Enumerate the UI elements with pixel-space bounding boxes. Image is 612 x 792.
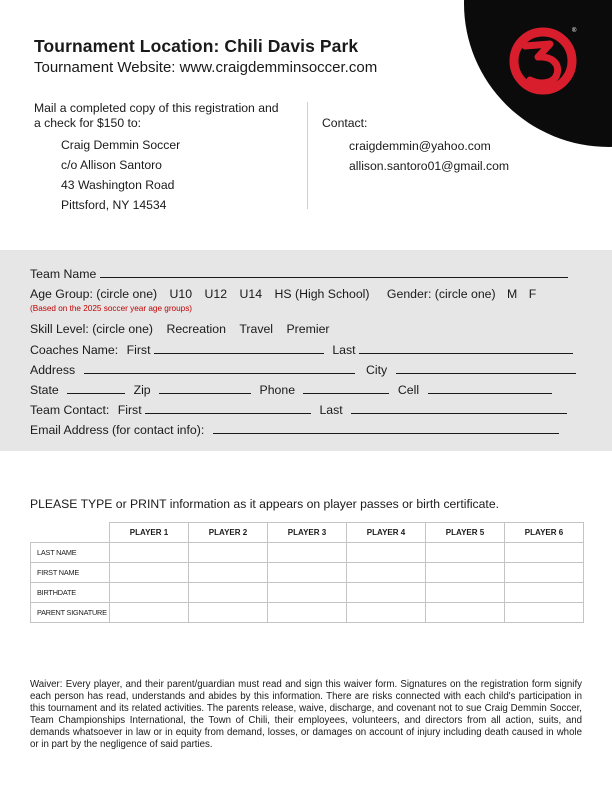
mail-instructions: Mail a completed copy of this registration and a check for $150 to: (34, 101, 279, 130)
contact-email: craigdemmin@yahoo.com (349, 139, 491, 153)
player-cell[interactable] (347, 603, 426, 623)
team-name-field[interactable] (100, 266, 568, 278)
player-cell[interactable] (426, 603, 505, 623)
coaches-row (30, 342, 573, 357)
player-2-header: PLAYER 2 (189, 523, 268, 543)
team-contact-last-label: Last (319, 403, 343, 417)
zip-field[interactable] (159, 382, 251, 394)
table-row (31, 563, 584, 583)
skill-level-label: Skill Level: (circle one) (30, 322, 154, 336)
address-line: Craig Demmin Soccer (61, 138, 181, 152)
city-label: City (365, 363, 388, 377)
contact-email: allison.santoro01@gmail.com (349, 159, 510, 173)
address-field[interactable] (84, 362, 355, 374)
gender-option-m[interactable]: M (507, 287, 518, 301)
team-contact-first-field[interactable] (145, 402, 311, 414)
player-1-header: PLAYER 1 (110, 523, 189, 543)
table-corner-cell (31, 523, 110, 543)
age-group-row (30, 287, 536, 301)
address-line: 43 Washington Road (61, 178, 175, 192)
gender-label: Gender: (circle one) (386, 287, 496, 301)
cell-field[interactable] (428, 382, 552, 394)
player-cell[interactable] (110, 543, 189, 563)
player-cell[interactable] (268, 543, 347, 563)
email-field[interactable] (213, 422, 559, 434)
team-contact-first-label: First (117, 403, 142, 417)
player-cell[interactable] (426, 583, 505, 603)
player-4-header: PLAYER 4 (347, 523, 426, 543)
email-label: Email Address (for contact info): (30, 423, 205, 437)
phone-field[interactable] (303, 382, 389, 394)
player-cell[interactable] (505, 583, 584, 603)
zip-label: Zip (133, 383, 151, 397)
player-cell[interactable] (110, 583, 189, 603)
skill-level-row (30, 322, 330, 336)
vertical-divider (307, 102, 308, 209)
player-cell[interactable] (505, 603, 584, 623)
address-line: Pittsford, NY 14534 (61, 198, 167, 212)
player-cell[interactable] (189, 583, 268, 603)
player-cell[interactable] (268, 583, 347, 603)
last-name-label: LAST NAME (31, 543, 110, 563)
coaches-label: Coaches Name: (30, 343, 119, 357)
player-3-header: PLAYER 3 (268, 523, 347, 543)
team-contact-label: Team Contact: (30, 403, 110, 417)
coach-first-label: First (126, 343, 151, 357)
age-group-label: Age Group: (circle one) (30, 287, 158, 301)
player-cell[interactable] (189, 603, 268, 623)
waiver-text: Waiver: Every player, and their parent/guardian must read and sign this waiver form. Signatures on the registration form signify each person has read, understands and abides by this information. There are risks connected with each child's participation in this tournament and its related activities. The parents release, waive, discharge, and covenant not to sue Craig Demmin Soccer, Team Championships International, the Town of Chili, their employees, volunteers, and directors from all action, suits, and demands whatsoever in law or in equity from demand, losses, or damages on account of injury including death caused in whole or in part by the negligence of said parties. (30, 679, 582, 751)
state-label: State (30, 383, 59, 397)
player-cell[interactable] (505, 543, 584, 563)
contact-label: Contact: (322, 116, 368, 130)
player-cell[interactable] (110, 603, 189, 623)
age-option-hs[interactable]: HS (High School) (274, 287, 370, 301)
player-cell[interactable] (110, 563, 189, 583)
team-name-row (30, 266, 568, 281)
address-line: c/o Allison Santoro (61, 158, 162, 172)
player-cell[interactable] (347, 543, 426, 563)
coach-last-label: Last (332, 343, 356, 357)
mailing-address (61, 135, 180, 215)
age-group-note: (Based on the 2025 soccer year age groups) (30, 304, 193, 313)
table-row (31, 603, 584, 623)
city-field[interactable] (396, 362, 576, 374)
first-name-label: FIRST NAME (31, 563, 110, 583)
player-info-table (30, 522, 584, 623)
parent-signature-label: PARENT SIGNATURE (31, 603, 110, 623)
skill-option-premier[interactable]: Premier (286, 322, 330, 336)
table-row (31, 543, 584, 563)
tournament-website: Tournament Website: www.craigdemminsoccer.com (34, 59, 378, 76)
player-cell[interactable] (268, 603, 347, 623)
address-label: Address (30, 363, 76, 377)
registered-mark-icon: ® (572, 28, 577, 34)
player-cell[interactable] (426, 563, 505, 583)
state-zip-phone-row (30, 382, 552, 397)
player-cell[interactable] (189, 543, 268, 563)
player-cell[interactable] (347, 563, 426, 583)
player-cell[interactable] (189, 563, 268, 583)
player-cell[interactable] (347, 583, 426, 603)
contact-emails (349, 136, 509, 176)
skill-option-travel[interactable]: Travel (239, 322, 274, 336)
player-cell[interactable] (426, 543, 505, 563)
age-option-u10[interactable]: U10 (169, 287, 193, 301)
coach-first-field[interactable] (154, 342, 324, 354)
team-name-label: Team Name (30, 267, 97, 281)
email-row (30, 422, 559, 437)
age-option-u14[interactable]: U14 (239, 287, 263, 301)
gender-option-f[interactable]: F (528, 287, 537, 301)
age-option-u12[interactable]: U12 (204, 287, 228, 301)
cell-label: Cell (397, 383, 420, 397)
player-info-instruction: PLEASE TYPE or PRINT information as it appears on player passes or birth certificate. (30, 497, 499, 511)
skill-option-recreation[interactable]: Recreation (166, 322, 226, 336)
address-row (30, 362, 576, 377)
team-contact-last-field[interactable] (351, 402, 567, 414)
player-cell[interactable] (268, 563, 347, 583)
table-row (31, 583, 584, 603)
state-field[interactable] (67, 382, 125, 394)
coach-last-field[interactable] (359, 342, 573, 354)
player-6-header: PLAYER 6 (505, 523, 584, 543)
phone-label: Phone (259, 383, 296, 397)
player-cell[interactable] (505, 563, 584, 583)
birthdate-label: BIRTHDATE (31, 583, 110, 603)
tournament-location: Tournament Location: Chili Davis Park (34, 36, 359, 56)
table-header-row (31, 523, 584, 543)
player-5-header: PLAYER 5 (426, 523, 505, 543)
team-contact-row (30, 402, 567, 417)
craig-demmin-soccer-logo (508, 24, 578, 96)
